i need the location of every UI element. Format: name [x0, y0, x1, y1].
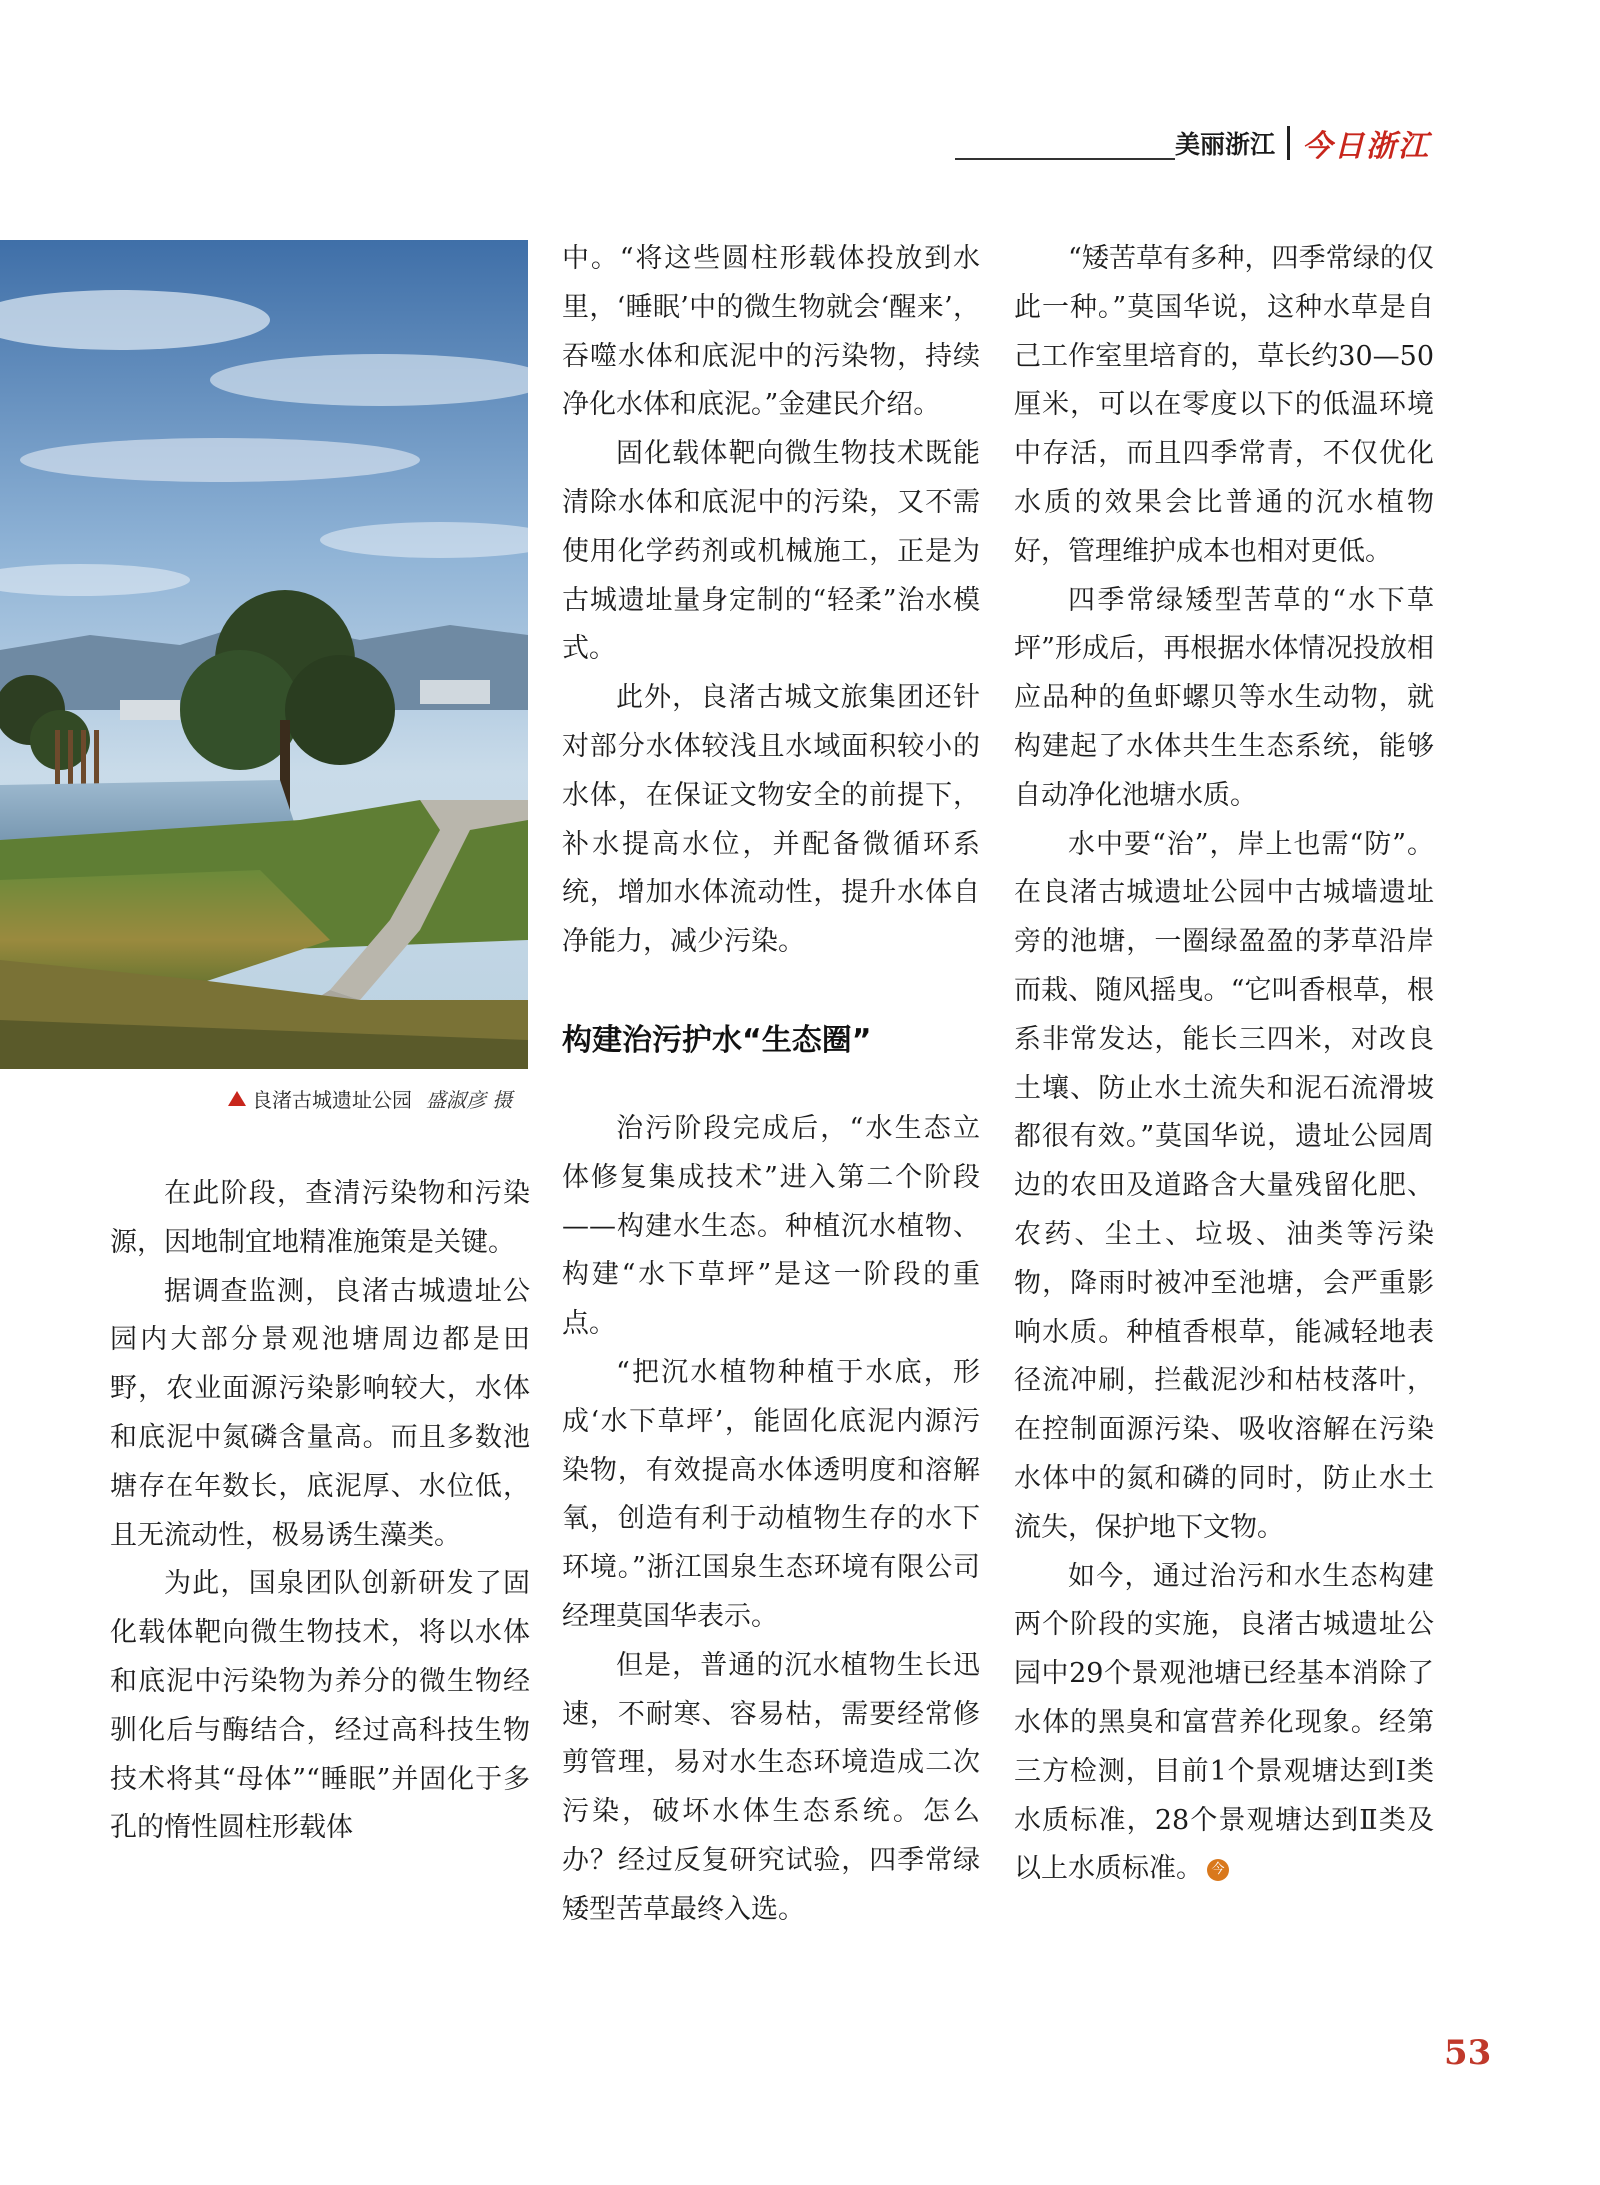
page-header — [1175, 118, 1430, 168]
photo-credit: 盛淑彦 摄 — [426, 1087, 513, 1112]
paragraph: 治污阶段完成后，“水生态立体修复集成技术”进入第二个阶段——构建水生态。种植沉水植物、构建“水下草坪”是这一阶段的重点。 — [562, 1112, 980, 1340]
paragraph: 固化载体靶向微生物技术既能清除水体和底泥中的污染，又不需使用化学药剂或机械施工，正是为古城遗址量身定制的“轻柔”治水模式。 — [562, 438, 980, 665]
page-number: 53 — [1444, 2033, 1492, 2073]
photo-illustration — [0, 240, 528, 1127]
paragraph: 为此，国泉团队创新研发了固化载体靶向微生物技术，将以水体和底泥中污染物为养分的微生物经驯化后与酶结合，经过高科技生物技术将其“母体”“睡眠”并固化于多孔的惰性圆柱形载体 — [110, 1568, 530, 1844]
header-rule — [955, 158, 1175, 160]
paragraph: 四季常绿矮型苦草的“水下草坪”形成后，再根据水体情况投放相应品种的鱼虾螺贝等水生动物，就构建起了水体共生生态系统，能够自动净化池塘水质。 — [1014, 584, 1434, 811]
section-subheading: 构建治污护水“生态圈” — [562, 1022, 872, 1058]
photo-caption — [0, 1069, 528, 1127]
paragraph: “把沉水植物种植于水底，形成‘水下草坪’，能固化底泥内源污染物，有效提高水体透明度和溶解氧，创造有利于动植物生存的水下环境。”浙江国泉生态环境有限公司经理莫国华表示。 — [562, 1356, 980, 1632]
paragraph: 据调查监测，良渚古城遗址公园内大部分景观池塘周边都是田野，农业面源污染影响较大，水体和底泥中氮磷含量高。而且多数池塘存在年数长，底泥厚、水位低，且无流动性，极易诱生藻类。 — [110, 1275, 530, 1551]
triangle-icon — [228, 1091, 246, 1106]
paragraph: “矮苦草有多种，四季常绿的仅此一种。”莫国华说，这种水草是自己工作室里培育的，草长约30—50厘米，可以在零度以下的低温环境中存活，而且四季常青，不仅优化水质的效果会比普通的沉水植物好，管理维护成本也相对更低。 — [1014, 243, 1434, 567]
paragraph: 但是，普通的沉水植物生长迅速，不耐寒、容易枯，需要经常修剪管理，易对水生态环境造成二次污染，破坏水体生态系统。怎么办？经过反复研究试验，四季常绿矮型苦草最终入选。 — [562, 1649, 980, 1925]
paragraph: 在此阶段，查清污染物和污染源，因地制宜地精准施策是关键。 — [110, 1178, 530, 1258]
paragraph: 水中要“治”，岸上也需“防”。在良渚古城遗址公园中古城墙遗址旁的池塘，一圈绿盈盈的茅草沿岸而栽、随风摇曳。“它叫香根草，根系非常发达，能长三四米，对改良土壤、防止水土流失和泥石流滑坡都很有效。”莫国华说，遗址公园周边的农田及道路含大量残留化肥、农药、尘土、垃圾、油类等污染物，降雨时被冲至池塘，会严重影响水质。种植香根草，能减轻地表径流冲刷，拦截泥沙和枯枝落叶，在控制面源污染、吸收溶解在污染水体中的氮和磷的同时，防止水土流失，保护地下文物。 — [1014, 828, 1434, 1543]
paragraph: 中。“将这些圆柱形载体投放到水里，‘睡眠’中的微生物就会‘醒来’，吞噬水体和底泥中的污染物，持续净化水体和底泥。”金建民介绍。 — [562, 243, 980, 421]
caption-text: 良渚古城遗址公园 — [252, 1087, 412, 1112]
text-column-2 — [562, 235, 980, 1935]
text-column-1 — [110, 1170, 530, 1853]
header-divider — [1287, 126, 1290, 160]
paragraph: 此外，良渚古城文旅集团还针对部分水体较浅且水域面积较小的水体，在保证文物安全的前提下，补水提高水位，并配备微循环系统，增加水体流动性，提升水体自净能力，减少污染。 — [562, 682, 980, 958]
section-title: 美丽浙江 — [1174, 130, 1275, 159]
end-mark-icon: 今 — [1207, 1859, 1229, 1881]
final-paragraph — [1014, 1553, 1434, 1895]
landscape-photo — [0, 240, 528, 1127]
text-column-3 — [1014, 235, 1434, 1894]
magazine-logo: 今日浙江 — [1302, 129, 1430, 164]
paragraph-text: 如今，通过治污和水生态构建两个阶段的实施，良渚古城遗址公园中29个景观池塘已经基本消除了水体的黑臭和富营养化现象。经第三方检测，目前1个景观塘达到Ⅰ类水质标准，28个景观塘达到Ⅱ类及以上水质标准。 — [1014, 1560, 1434, 1885]
